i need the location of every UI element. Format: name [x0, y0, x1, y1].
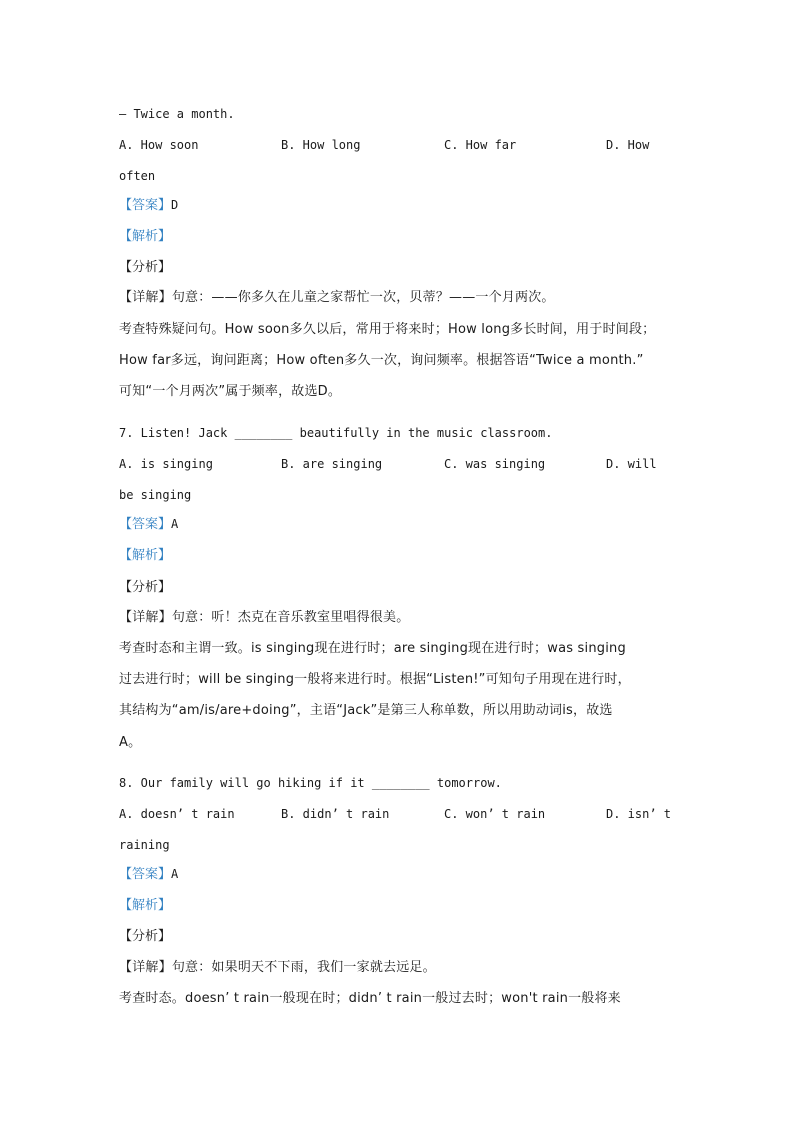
q6-option-c: C. How far	[444, 138, 517, 152]
q8-jiexi-tag: 【解析】	[119, 898, 172, 913]
q7-option-c: C. was singing	[444, 457, 546, 471]
q6-answer-line	[119, 197, 178, 214]
q8-xiangjie-text: 句意：如果明天不下雨，我们一家就去远足。	[171, 960, 436, 975]
q7-answer-tag: 【答案】	[119, 517, 172, 532]
q8-answer-line	[119, 866, 178, 883]
q7-fenxi-tag: 【分析】	[119, 580, 172, 595]
q8-xiangjie-line	[119, 960, 436, 976]
q6-reply: — Twice a month.	[119, 107, 235, 121]
q7-explain-line-2: 过去进行时；will be singing一般将来进行时。根据“Listen!”可知句子用现在进行时，	[119, 672, 631, 687]
q6-explain-line-2: How far多远，询问距离；How often多久一次，询问频率。根据答语“Twice a month.”	[119, 353, 644, 368]
q7-option-d: D. will	[606, 457, 657, 471]
q8-xiangjie-tag: 【详解】	[119, 960, 172, 975]
q6-option-d: D. How	[606, 138, 650, 152]
q8-jiexi-line	[119, 897, 171, 914]
q6-fenxi-tag: 【分析】	[119, 260, 172, 275]
q7-explain-line-3: 其结构为“am/is/are+doing”，主语“Jack”是第三人称单数，所以用助动词is，故选	[119, 703, 613, 718]
q6-explain-line-3: 可知“一个月两次”属于频率，故选D。	[119, 384, 342, 399]
q7-explain-line-4: A。	[119, 735, 142, 750]
q7-option-d-wrap: be singing	[119, 488, 192, 502]
q8-option-d: D. isn’ t	[606, 807, 672, 821]
q6-answer-tag: 【答案】	[119, 198, 172, 213]
q6-xiangjie-tag: 【详解】	[119, 290, 172, 305]
q7-xiangjie-line	[119, 610, 409, 626]
q6-option-d-wrap: often	[119, 169, 156, 183]
q7-fenxi-line	[119, 579, 171, 596]
q6-jiexi-tag: 【解析】	[119, 229, 172, 244]
q8-fenxi-line	[119, 928, 171, 945]
q7-xiangjie-text: 句意：听！杰克在音乐教室里唱得很美。	[171, 610, 410, 625]
q8-option-d-wrap: raining	[119, 838, 170, 852]
q7-explain-line-1: 考查时态和主谓一致。is singing现在进行时；are singing现在进行时；was singing	[119, 641, 626, 656]
q6-answer-value: D	[171, 198, 179, 212]
q8-option-c: C. won’ t rain	[444, 807, 546, 821]
q6-option-a: A. How soon	[119, 138, 199, 152]
q8-fenxi-tag: 【分析】	[119, 929, 172, 944]
q7-answer-line	[119, 516, 178, 533]
q6-xiangjie-text: 句意：——你多久在儿童之家帮忙一次，贝蒂？——一个月两次。	[171, 290, 555, 305]
q6-fenxi-line	[119, 259, 171, 276]
q8-stem: 8. Our family will go hiking if it ________ tomorrow.	[119, 776, 502, 790]
q6-explain-line-1: 考查特殊疑问句。How soon多久以后，常用于将来时；How long多长时间，用于时间段；	[119, 322, 656, 337]
q8-answer-tag: 【答案】	[119, 867, 172, 882]
q7-answer-value: A	[171, 517, 179, 531]
q6-jiexi-line	[119, 228, 171, 245]
q8-option-a: A. doesn’ t rain	[119, 807, 235, 821]
q7-jiexi-line	[119, 547, 171, 564]
q7-stem: 7. Listen! Jack ________ beautifully in the music classroom.	[119, 426, 553, 440]
q6-xiangjie-line	[119, 290, 555, 306]
q7-xiangjie-tag: 【详解】	[119, 610, 172, 625]
q8-option-b: B. didn’ t rain	[281, 807, 390, 821]
q8-answer-value: A	[171, 867, 179, 881]
q6-option-b: B. How long	[281, 138, 361, 152]
q7-jiexi-tag: 【解析】	[119, 548, 172, 563]
q7-option-b: B. are singing	[281, 457, 383, 471]
q8-explain-line-1: 考查时态。doesn’ t rain一般现在时；didn’ t rain一般过去时；won't rain一般将来	[119, 991, 621, 1006]
q7-option-a: A. is singing	[119, 457, 213, 471]
